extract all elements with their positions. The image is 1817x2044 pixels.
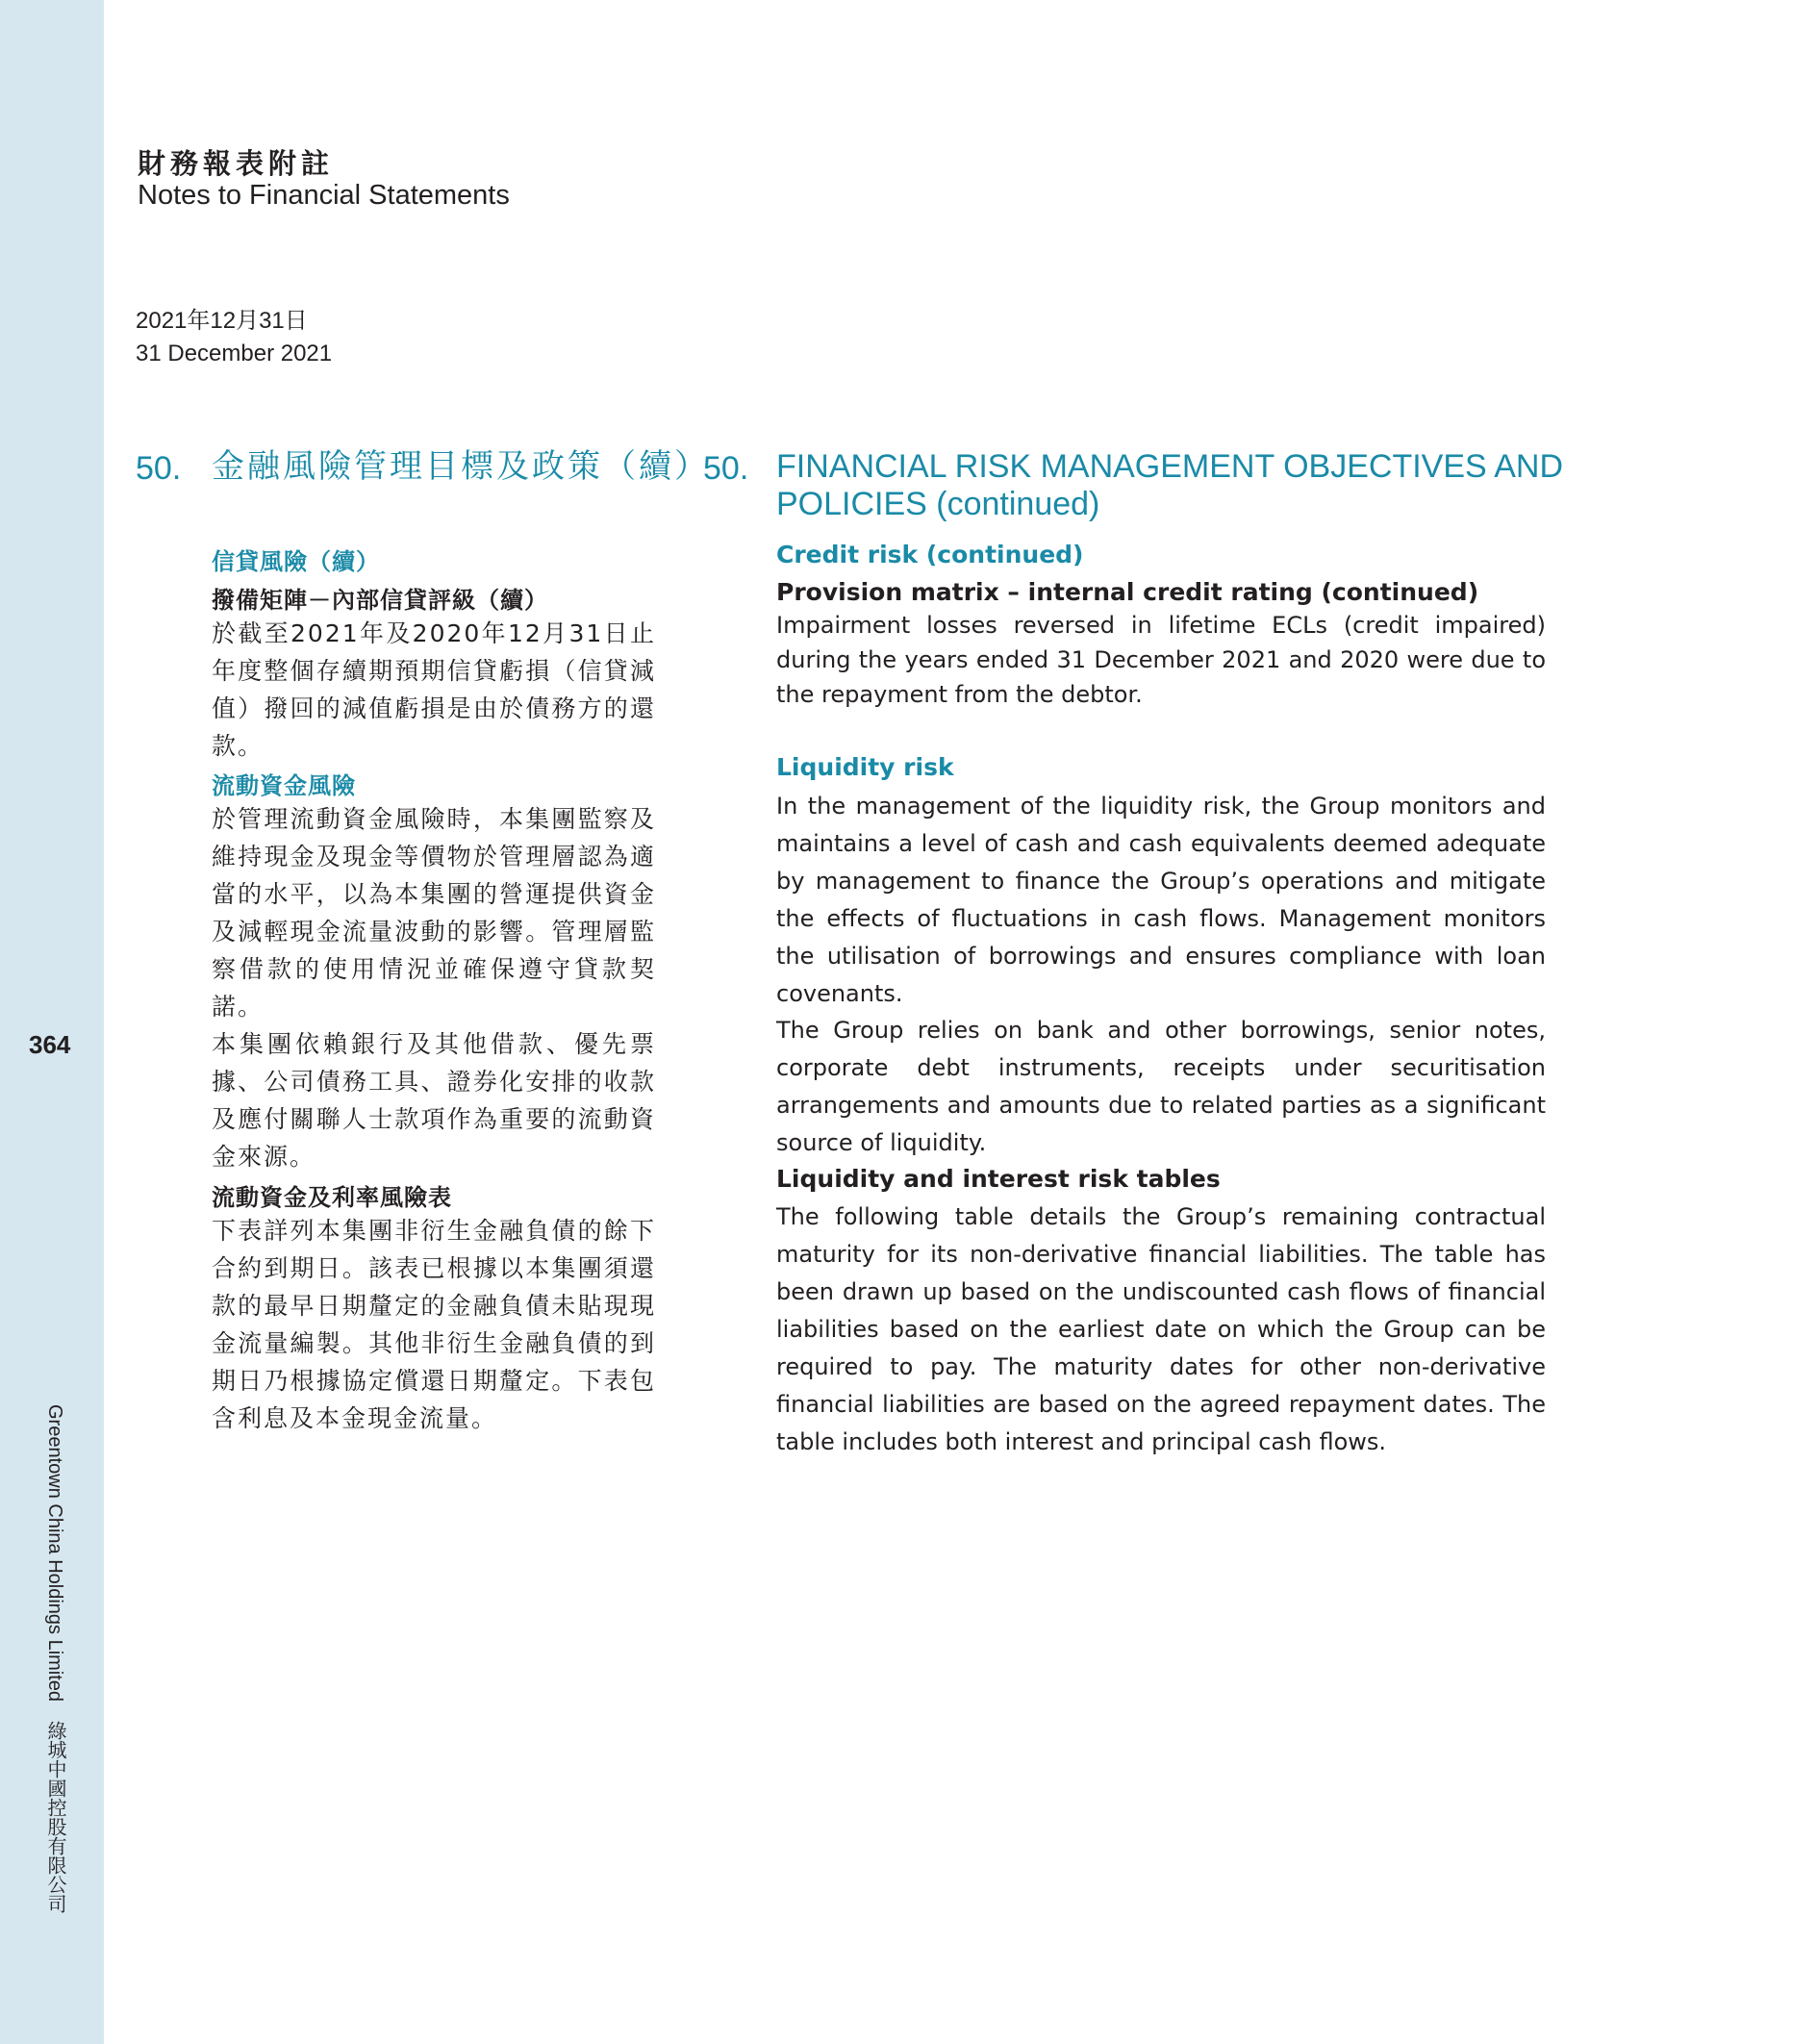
- en-liquidity-heading: Liquidity risk: [776, 753, 954, 781]
- section-title-zh: 金融風險管理目標及政策（續）: [212, 448, 710, 485]
- en-liquidity-paragraph: [776, 788, 1546, 1013]
- zh-impairment-paragraph: [212, 615, 656, 765]
- en-matrix-heading: Provision matrix – internal credit rating (continued): [776, 578, 1479, 606]
- date-en: 31 December 2021: [136, 341, 333, 366]
- en-tables-heading: Liquidity and interest risk tables: [776, 1165, 1221, 1193]
- date-zh: 2021年12月31日: [136, 308, 308, 334]
- en-impairment-paragraph: [776, 608, 1546, 712]
- section-number-en: 50.: [703, 450, 749, 487]
- zh-reliance-paragraph: [212, 1025, 656, 1175]
- en-tables-text: The following table details the Group’s remaining contractual maturity for its non-derivative financial liabilities. The table has been drawn up based on the undiscounted cash flows of financial liabilities based on the earliest date on which the Group can be required to pay. The maturity dates for other non-derivative financial liabilities are based on the agreed repayment dates. The table includes both interest and principal cash flows.: [776, 1203, 1546, 1455]
- section-title-en-line1: FINANCIAL RISK MANAGEMENT OBJECTIVES AND: [776, 448, 1564, 485]
- en-credit-heading: Credit risk (continued): [776, 541, 1084, 568]
- en-tables-paragraph: [776, 1199, 1546, 1461]
- section-number-zh: 50.: [136, 450, 182, 487]
- zh-tables-text: 下表詳列本集團非衍生金融負債的餘下合約到期日。該表已根據以本集團須還款的最早日期釐定的金融負債未貼現現金流量編製。其他非衍生金融負債的到期日乃根據協定償還日期釐定。下表包含利息及本金現金流量。: [212, 1217, 656, 1432]
- zh-impairment-text: 於截至2021年及2020年12月31日止年度整個存續期預期信貸虧損（信貸減值）撥回的減值虧損是由於債務方的還款。: [212, 619, 656, 760]
- page-number: 364: [29, 1030, 71, 1059]
- header-title-zh: 財務報表附註: [138, 147, 335, 180]
- section-title-en-line2: POLICIES (continued): [776, 486, 1100, 522]
- zh-tables-paragraph: [212, 1212, 656, 1437]
- en-impairment-text: Impairment losses reversed in lifetime ECLs (credit impaired) during the years ended 31 December 2021 and 2020 were due to the repayment from the debtor.: [776, 612, 1546, 708]
- zh-reliance-text: 本集團依賴銀行及其他借款、優先票據、公司債務工具、證券化安排的收款及應付關聯人士款項作為重要的流動資金來源。: [212, 1030, 656, 1171]
- zh-tables-heading: 流動資金及利率風險表: [212, 1184, 452, 1211]
- en-reliance-paragraph: [776, 1012, 1546, 1162]
- side-company-name: Greentown China Holdings Limited 綠城中國控股有限公司: [44, 1404, 65, 1914]
- zh-liquidity-text: 於管理流動資金風險時，本集團監察及維持現金及現金等價物於管理層認為適當的水平，以為本集團的營運提供資金及減輕現金流量波動的影響。管理層監察借款的使用情況並確保遵守貸款契諾。: [212, 805, 656, 1021]
- zh-liquidity-paragraph: [212, 800, 656, 1025]
- zh-liquidity-heading: 流動資金風險: [212, 772, 356, 799]
- en-reliance-text: The Group relies on bank and other borrowings, senior notes, corporate debt instruments, receipts under securitisation arrangements and amounts due to related parties as a significant source of liquidity.: [776, 1017, 1546, 1156]
- zh-credit-heading: 信貸風險（續）: [212, 548, 380, 575]
- header-title-en: Notes to Financial Statements: [138, 180, 510, 211]
- en-liquidity-text: In the management of the liquidity risk, the Group monitors and maintains a level of cash and cash equivalents deemed adequate by management to finance the Group’s operations and mitigate the effects of fluctuations in cash flows. Management monitors the utilisation of borrowings and ensures compliance with loan covenants.: [776, 793, 1546, 1007]
- section-title-en: [776, 448, 1563, 523]
- zh-matrix-heading: 撥備矩陣－內部信貸評級（續）: [212, 587, 548, 614]
